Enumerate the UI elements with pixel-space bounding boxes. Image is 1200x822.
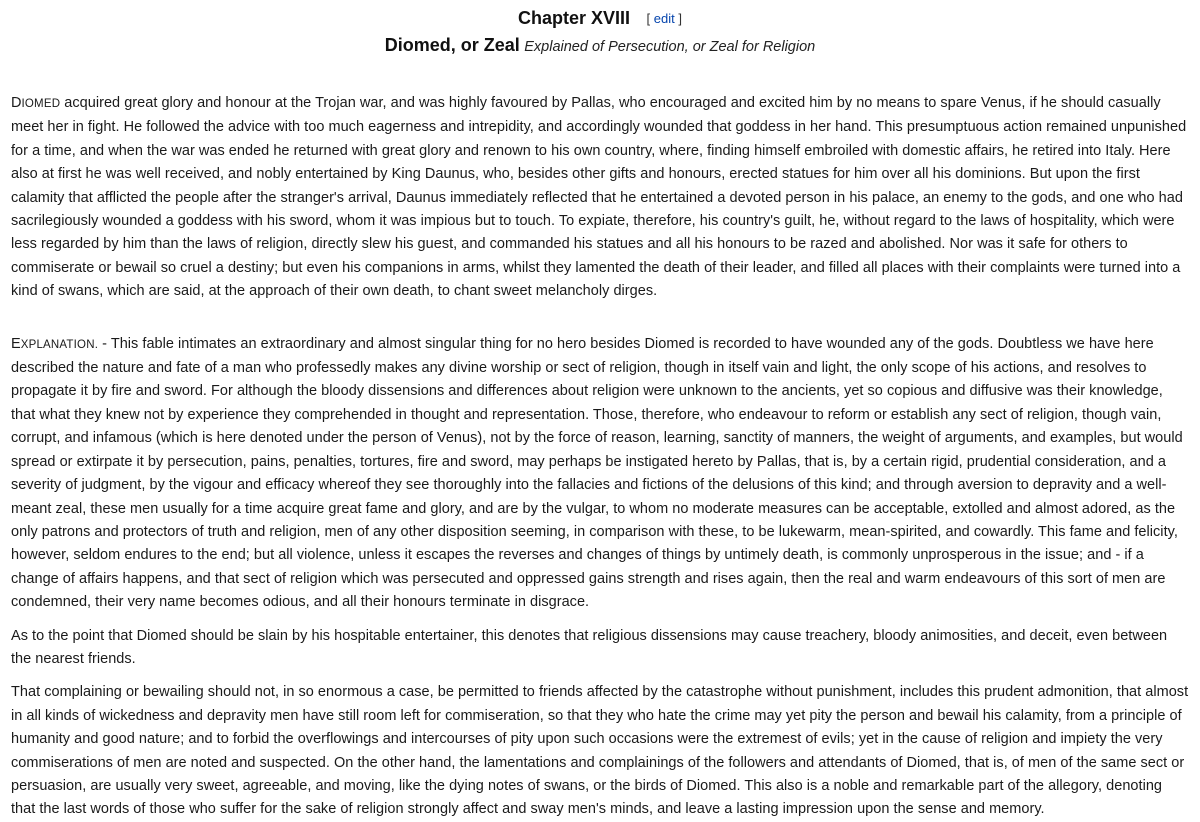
paragraph-complaining: That complaining or bewailing should not, in so enormous a case, be permitted to friends affected by the catastrophe without punishment, includes this prudent admonition, that almost in all kinds of wickedness and depravity men have still room left for commiseration, so that they who hate the crime may yet pity the person and bewail his calamity, from a principle of humanity and good nature; and to forbid the overflowings and intercourses of pity upon such occasions were the extremest of evils; yet in the cause of religion and impiety the very commiserations of men are noted and suspected. On the other hand, the lamentations and complainings of the followers and attendants of Diomed, that is, of men of the same sect or persuasion, are usually very sweet, agreeable, and moving, like the dying notes of swans, or the birds of Diomed. This also is a noble and remarkable part of the allegory, denoting that the last words of those who suffer for the sake of religion strongly affect and sway men's minds, and leave a lasting impression upon the sense and memory. (11, 684, 1189, 818)
edit-bracket-close: ] (678, 11, 682, 26)
chapter-heading (11, 0, 1189, 29)
edit-section (647, 11, 682, 26)
paragraph-lead-smallcaps: XPLANATION. (20, 338, 99, 351)
chapter-title: Chapter XVIII (518, 8, 631, 28)
paragraph-text: acquired great glory and honour at the Trojan war, and was highly favoured by Pallas, who encouraged and excited him by no means to spare Venus, if he should casually meet her in fight. He followed the advice with too much eagerness and intrepidity, and accordingly wounded that goddess in her hand. This presumptuous action remained unpunished for a time, and when the war was ended he returned with great glory and renown to his own country, where, finding himself embroiled with domestic affairs, he retired into Italy. Here also at first he was well received, and nobly entertained by King Daunus, who, besides other gifts and honours, erected statues for him over all his dominions. But upon the first calamity that afflicted the people after the stranger's arrival, Daunus immediately reflected that he entertained a devoted person in his palace, an enemy to the gods, and one who had sacrilegiously wounded a goddess with his sword, whom it was impious but to touch. To expiate, therefore, his country's guilt, he, without regard to the laws of hospitality, which were less regarded by him than the laws of religion, directly slew his guest, and commanded his statues and all his honours to be razed and abolished. Nor was it safe for others to commiserate or bewail so cruel a destiny; but even his companions in arms, whilst they lamented the death of their leader, and filled all places with their complaints were turned into a kind of swans, which are said, at the approach of their own death, to chant sweet melancholy dirges. (11, 95, 1187, 300)
chapter-subtitle (11, 34, 1189, 56)
paragraph-lead-smallcaps: IOMED (21, 98, 61, 110)
paragraph-lead-initial: E (11, 335, 21, 352)
edit-bracket-open: [ (646, 11, 651, 26)
edit-link[interactable]: edit (653, 11, 675, 26)
paragraph-explanation (11, 333, 1189, 615)
paragraph-text: - This fable intimates an extraordinary and almost singular thing for no hero besides Diomed is recorded to have wounded any of the gods. Doubtless we have here described the nature and fate of a man who professedly makes any divine worship or sect of religion, though in itself vain and light, the only scope of his actions, and resolves to propagate it by fire and sword. For although the bloody dissensions and differences about religion were unknown to the ancients, yet so copious and diffusive was their knowledge, that what they knew not by experience they comprehended in thought and representation. Those, therefore, who endeavour to reform or establish any sect of religion, though vain, corrupt, and infamous (which is here denoted under the person of Venus), not by the force of reason, learning, sanctity of manners, the weight of arguments, and examples, but would spread or extirpate it by persecution, pains, penalties, tortures, fire and sword, may perhaps be instigated hereto by Pallas, that is, by a certain rigid, prudential consideration, and a severity of judgment, by the vigour and efficacy whereof they see thoroughly into the fallacies and fictions of the delusions of this kind; and through aversion to depravity and a well-meant zeal, these men usually for a time acquire great fame and glory, and are by the vulgar, to whom no moderate measures can be acceptable, extolled and almost adored, as the only patrons and protectors of truth and religion, men of any other disposition seeming, in comparison with these, to be lukewarm, mean-spirited, and cowardly. This fame and felicity, however, seldom endures to the end; but all violence, unless it escapes the reverses and changes of things by untimely death, is commonly unprosperous in the issue; and - if a change of affairs happens, and that sect of religion which was persecuted and oppressed gains strength and rises again, then the real and warm endeavours of this sort of men are condemned, their very name becomes odious, and all their honours terminate in disgrace. (11, 335, 1183, 611)
paragraph-lead-initial: D (11, 95, 22, 111)
paragraph-diomed-slain: As to the point that Diomed should be slain by his hospitable entertainer, this denotes that religious dissensions may cause treachery, bloody animosities, and deceit, even between the nearest friends. (11, 627, 1168, 667)
subtitle-main: Diomed, or Zeal (384, 35, 520, 55)
paragraph-fable (11, 92, 1189, 304)
subtitle-italic: Explained of Persecution, or Zeal for Religion (524, 39, 816, 55)
